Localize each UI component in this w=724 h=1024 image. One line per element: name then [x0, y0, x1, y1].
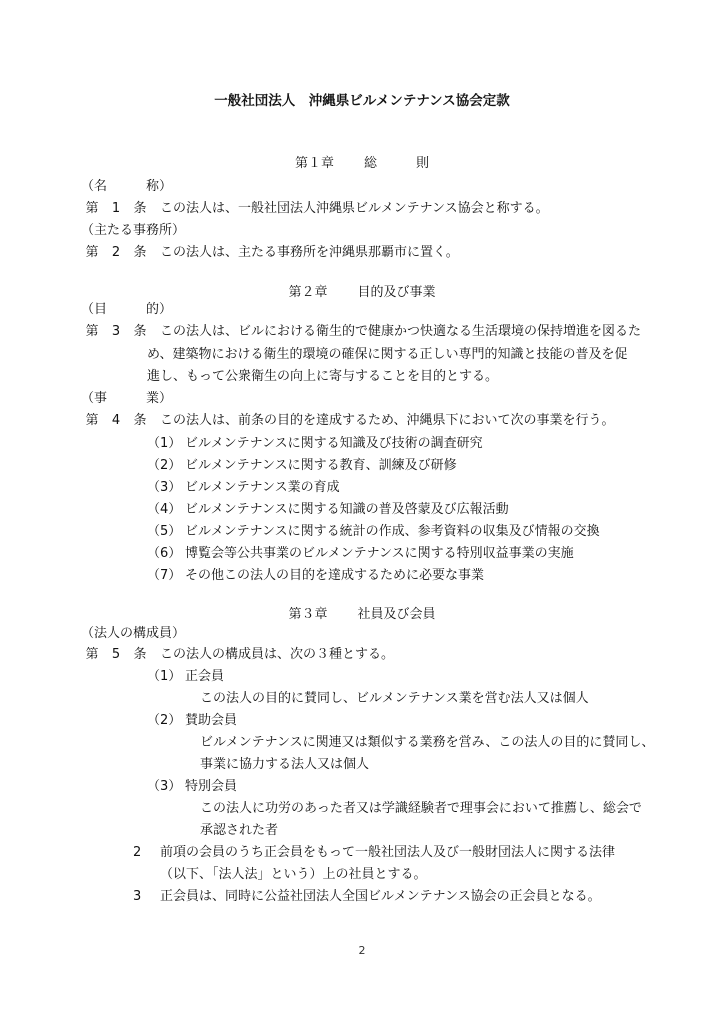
article-caption: （主たる事務所）	[81, 223, 186, 238]
article-number: 第 5 条	[85, 647, 147, 662]
list-item-number: （1）	[147, 436, 182, 451]
list-item: ビルメンテナンスに関する知識及び技術の調査研究	[185, 436, 483, 451]
list-item: その他この法人の目的を達成するために必要な事業	[185, 568, 485, 583]
member-type: 賛助会員	[185, 713, 238, 728]
member-type-number: （3）	[147, 779, 182, 794]
page-number: 2	[358, 944, 366, 957]
article-text: この法人の構成員は、次の３種とする。	[160, 647, 395, 662]
document-title: 一般社団法人 沖縄県ビルメンテナンス協会定款	[214, 93, 510, 109]
member-type-number: （1）	[147, 669, 182, 684]
member-description: 承認された者	[200, 823, 279, 838]
chapter-number: 第３章	[288, 607, 328, 622]
member-type-number: （2）	[147, 713, 182, 728]
article-text: この法人は、一般社団法人沖縄県ビルメンテナンス協会と称する。	[160, 201, 549, 216]
chapter-name: 目的及び事業	[357, 285, 436, 300]
list-item: ビルメンテナンスに関する統計の作成、参考資料の収集及び情報の交換	[185, 524, 600, 539]
article-caption: （目 的）	[81, 302, 173, 317]
article-text: この法人は、前条の目的を達成するため、沖縄県下において次の事業を行う。	[160, 413, 615, 428]
chapter-number: 第１章	[294, 156, 334, 171]
article-text-continued: 進し、もって公衆衛生の向上に寄与することを目的とする。	[147, 369, 499, 384]
member-description: この法人に功労のあった者又は学識経験者で理事会において推薦し、総会で	[200, 801, 642, 816]
list-item-number: （3）	[147, 480, 182, 495]
paragraph-number: 3	[133, 889, 142, 904]
list-item-number: （7）	[147, 568, 182, 583]
paragraph-number: 2	[133, 845, 142, 860]
article-text: この法人は、ビルにおける衛生的で健康かつ快適なる生活環境の保持増進を図るた	[160, 324, 642, 339]
list-item-number: （2）	[147, 458, 182, 473]
chapter-name: 社員及び会員	[357, 607, 436, 622]
member-type: 特別会員	[185, 779, 238, 794]
article-caption: （事 業）	[81, 391, 173, 406]
list-item-number: （5）	[147, 524, 182, 539]
article-number: 第 2 条	[85, 245, 147, 260]
member-description: この法人の目的に賛同し、ビルメンテナンス業を営む法人又は個人	[200, 691, 589, 706]
paragraph-text: （以下、「法人法」という）上の社員とする。	[160, 867, 427, 882]
article-number: 第 4 条	[85, 413, 147, 428]
list-item: ビルメンテナンスに関する知識の普及啓蒙及び広報活動	[185, 502, 509, 517]
article-number: 第 3 条	[85, 324, 147, 339]
chapter-name: 総 則	[364, 156, 430, 171]
chapter-1-heading	[0, 152, 724, 171]
article-caption: （名 称）	[81, 179, 173, 194]
article-text: この法人は、主たる事務所を沖縄県那覇市に置く。	[160, 245, 459, 260]
article-text-continued: め、建築物における衛生的環境の確保に関する正しい専門的知識と技能の普及を促	[147, 347, 628, 362]
article-caption: （法人の構成員）	[81, 626, 186, 641]
list-item-number: （4）	[147, 502, 182, 517]
article-number: 第 1 条	[85, 201, 147, 216]
list-item: ビルメンテナンスに関する教育、訓練及び研修	[185, 458, 457, 473]
member-type: 正会員	[185, 669, 225, 684]
chapter-2-heading	[0, 281, 724, 300]
member-description: ビルメンテナンスに関連又は類似する業務を営み、この法人の目的に賛同し、	[200, 735, 655, 750]
paragraph-text: 前項の会員のうち正会員をもって一般社団法人及び一般財団法人に関する法律	[160, 845, 616, 860]
list-item-number: （6）	[147, 546, 182, 561]
chapter-number: 第２章	[288, 285, 328, 300]
chapter-3-heading	[0, 603, 724, 622]
list-item: 博覧会等公共事業のビルメンテナンスに関する特別収益事業の実施	[185, 546, 574, 561]
member-description: 事業に協力する法人又は個人	[200, 757, 370, 772]
list-item: ビルメンテナンス業の育成	[185, 480, 340, 495]
paragraph-text: 正会員は、同時に公益社団法人全国ビルメンテナンス協会の正会員となる。	[160, 889, 601, 904]
